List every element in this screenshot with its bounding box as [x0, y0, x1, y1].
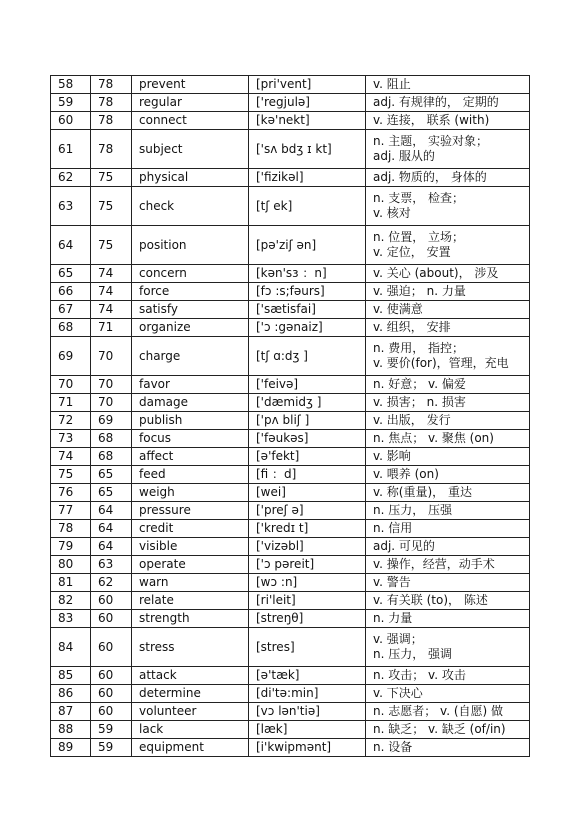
phonetic-cell: ['fəukəs]	[249, 430, 366, 448]
word-cell: determine	[132, 685, 249, 703]
phonetic-cell: [tʃ ɑ:dʒ ]	[249, 337, 366, 376]
row-number-cell: 76	[51, 484, 91, 502]
definition-line: v. 操作，经营，动手术	[373, 557, 495, 571]
definition-cell	[366, 319, 530, 337]
phonetic-cell: ['kredɪ t]	[249, 520, 366, 538]
frequency-cell: 70	[91, 376, 132, 394]
definition-line: n. 缺乏； v. 缺乏 (of/in)	[373, 722, 506, 736]
table-row	[51, 226, 530, 265]
word-cell: position	[132, 226, 249, 265]
definition-cell	[366, 283, 530, 301]
row-number-cell: 70	[51, 376, 91, 394]
word-cell: attack	[132, 667, 249, 685]
definition-cell	[366, 376, 530, 394]
frequency-cell: 64	[91, 520, 132, 538]
phonetic-cell: ['pʌ bliʃ ]	[249, 412, 366, 430]
definition-cell	[366, 448, 530, 466]
frequency-cell: 78	[91, 76, 132, 94]
definition-cell	[366, 721, 530, 739]
phonetic-cell: ['sætisfai]	[249, 301, 366, 319]
word-cell: prevent	[132, 76, 249, 94]
word-cell: physical	[132, 169, 249, 187]
definition-cell	[366, 610, 530, 628]
phonetic-cell: [i'kwipmənt]	[249, 739, 366, 757]
frequency-cell: 60	[91, 610, 132, 628]
frequency-cell: 59	[91, 739, 132, 757]
definition-cell	[366, 412, 530, 430]
table-row	[51, 628, 530, 667]
definition-line: n. 志愿者； v. (自愿) 做	[373, 704, 504, 718]
word-cell: feed	[132, 466, 249, 484]
frequency-cell: 70	[91, 394, 132, 412]
definition-line: n. 费用， 指控；	[373, 341, 465, 355]
row-number-cell: 63	[51, 187, 91, 226]
frequency-cell: 74	[91, 301, 132, 319]
word-cell: regular	[132, 94, 249, 112]
table-row	[51, 685, 530, 703]
definition-line: v. 使满意	[373, 302, 423, 316]
row-number-cell: 62	[51, 169, 91, 187]
table-row	[51, 556, 530, 574]
table-row	[51, 265, 530, 283]
table-row	[51, 94, 530, 112]
row-number-cell: 67	[51, 301, 91, 319]
phonetic-cell: ['fizikəl]	[249, 169, 366, 187]
word-cell: damage	[132, 394, 249, 412]
definition-line: v. 强迫； n. 力量	[373, 284, 466, 298]
definition-line: n. 好意； v. 偏爱	[373, 377, 466, 391]
row-number-cell: 65	[51, 265, 91, 283]
word-cell: visible	[132, 538, 249, 556]
definition-cell	[366, 394, 530, 412]
row-number-cell: 66	[51, 283, 91, 301]
frequency-cell: 60	[91, 628, 132, 667]
definition-cell	[366, 112, 530, 130]
definition-line: v. 损害； n. 损害	[373, 395, 466, 409]
phonetic-cell: ['vizəbl]	[249, 538, 366, 556]
phonetic-cell: [vɔ lən'tiə]	[249, 703, 366, 721]
row-number-cell: 85	[51, 667, 91, 685]
definition-cell	[366, 94, 530, 112]
table-row	[51, 721, 530, 739]
definition-cell	[366, 592, 530, 610]
definition-cell	[366, 76, 530, 94]
word-cell: subject	[132, 130, 249, 169]
word-cell: check	[132, 187, 249, 226]
definition-cell	[366, 739, 530, 757]
word-cell: volunteer	[132, 703, 249, 721]
row-number-cell: 72	[51, 412, 91, 430]
phonetic-cell: [pri'vent]	[249, 76, 366, 94]
row-number-cell: 82	[51, 592, 91, 610]
definition-cell	[366, 703, 530, 721]
definition-cell	[366, 628, 530, 667]
definition-cell	[366, 685, 530, 703]
definition-cell	[366, 430, 530, 448]
frequency-cell: 75	[91, 226, 132, 265]
definition-cell	[366, 187, 530, 226]
table-row	[51, 466, 530, 484]
definition-line: n. 压力， 强调	[373, 647, 453, 661]
table-row	[51, 319, 530, 337]
definition-cell	[366, 169, 530, 187]
table-row	[51, 112, 530, 130]
definition-line: v. 称(重量)， 重达	[373, 485, 472, 499]
table-row	[51, 301, 530, 319]
row-number-cell: 58	[51, 76, 91, 94]
frequency-cell: 60	[91, 667, 132, 685]
row-number-cell: 64	[51, 226, 91, 265]
word-cell: organize	[132, 319, 249, 337]
phonetic-cell: ['sʌ bdʒ ɪ kt]	[249, 130, 366, 169]
frequency-cell: 69	[91, 412, 132, 430]
table-row	[51, 337, 530, 376]
definition-cell	[366, 538, 530, 556]
definition-line: v. 下决心	[373, 686, 423, 700]
phonetic-cell: [fi ：d]	[249, 466, 366, 484]
table-row	[51, 412, 530, 430]
phonetic-cell: [pə'ziʃ ən]	[249, 226, 366, 265]
table-row	[51, 430, 530, 448]
phonetic-cell: [wei]	[249, 484, 366, 502]
frequency-cell: 71	[91, 319, 132, 337]
phonetic-cell: ['regjulə]	[249, 94, 366, 112]
word-cell: focus	[132, 430, 249, 448]
definition-cell	[366, 337, 530, 376]
table-row	[51, 448, 530, 466]
definition-cell	[366, 502, 530, 520]
word-cell: credit	[132, 520, 249, 538]
definition-cell	[366, 265, 530, 283]
row-number-cell: 83	[51, 610, 91, 628]
frequency-cell: 60	[91, 592, 132, 610]
row-number-cell: 71	[51, 394, 91, 412]
word-cell: affect	[132, 448, 249, 466]
frequency-cell: 74	[91, 265, 132, 283]
frequency-cell: 65	[91, 466, 132, 484]
phonetic-cell: ['dæmidʒ ]	[249, 394, 366, 412]
phonetic-cell: [ri'leit]	[249, 592, 366, 610]
row-number-cell: 78	[51, 520, 91, 538]
phonetic-cell: [ə'fekt]	[249, 448, 366, 466]
definition-line: v. 强调；	[373, 632, 423, 646]
definition-line: v. 喂养 (on)	[373, 467, 439, 481]
phonetic-cell: [ə'tæk]	[249, 667, 366, 685]
row-number-cell: 81	[51, 574, 91, 592]
row-number-cell: 74	[51, 448, 91, 466]
definition-line: n. 压力， 压强	[373, 503, 453, 517]
vocabulary-table	[50, 75, 530, 757]
word-cell: weigh	[132, 484, 249, 502]
frequency-cell: 68	[91, 430, 132, 448]
definition-cell	[366, 520, 530, 538]
phonetic-cell: [læk]	[249, 721, 366, 739]
row-number-cell: 88	[51, 721, 91, 739]
frequency-cell: 78	[91, 94, 132, 112]
definition-line: v. 连接， 联系 (with)	[373, 113, 490, 127]
table-row	[51, 76, 530, 94]
frequency-cell: 78	[91, 130, 132, 169]
table-row	[51, 376, 530, 394]
phonetic-cell: ['preʃ ə]	[249, 502, 366, 520]
frequency-cell: 74	[91, 283, 132, 301]
definition-line: v. 警告	[373, 575, 411, 589]
frequency-cell: 64	[91, 502, 132, 520]
word-cell: publish	[132, 412, 249, 430]
word-cell: force	[132, 283, 249, 301]
frequency-cell: 78	[91, 112, 132, 130]
table-row	[51, 484, 530, 502]
definition-cell	[366, 484, 530, 502]
word-cell: favor	[132, 376, 249, 394]
row-number-cell: 77	[51, 502, 91, 520]
frequency-cell: 62	[91, 574, 132, 592]
table-row	[51, 703, 530, 721]
phonetic-cell: ['ɔ :gənaiz]	[249, 319, 366, 337]
row-number-cell: 86	[51, 685, 91, 703]
word-cell: concern	[132, 265, 249, 283]
table-row	[51, 610, 530, 628]
definition-line: adj. 有规律的， 定期的	[373, 95, 499, 109]
table-row	[51, 130, 530, 169]
frequency-cell: 64	[91, 538, 132, 556]
table-row	[51, 502, 530, 520]
frequency-cell: 60	[91, 685, 132, 703]
table-row	[51, 739, 530, 757]
definition-line: n. 设备	[373, 740, 413, 754]
row-number-cell: 75	[51, 466, 91, 484]
frequency-cell: 75	[91, 187, 132, 226]
definition-line: adj. 可见的	[373, 539, 435, 553]
phonetic-cell: [wɔ :n]	[249, 574, 366, 592]
definition-line: n. 攻击； v. 攻击	[373, 668, 466, 682]
definition-cell	[366, 574, 530, 592]
definition-line: v. 出版， 发行	[373, 413, 451, 427]
definition-line: v. 有关联 (to)， 陈述	[373, 593, 488, 607]
definition-line: v. 核对	[373, 206, 411, 220]
table-row	[51, 667, 530, 685]
word-cell: stress	[132, 628, 249, 667]
row-number-cell: 69	[51, 337, 91, 376]
table-row	[51, 520, 530, 538]
definition-line: n. 焦点； v. 聚焦 (on)	[373, 431, 494, 445]
table-row	[51, 574, 530, 592]
word-cell: satisfy	[132, 301, 249, 319]
definition-line: v. 阻止	[373, 77, 411, 91]
row-number-cell: 87	[51, 703, 91, 721]
row-number-cell: 59	[51, 94, 91, 112]
definition-line: n. 位置， 立场；	[373, 230, 465, 244]
definition-cell	[366, 556, 530, 574]
frequency-cell: 65	[91, 484, 132, 502]
word-cell: charge	[132, 337, 249, 376]
word-cell: lack	[132, 721, 249, 739]
table-row	[51, 394, 530, 412]
row-number-cell: 79	[51, 538, 91, 556]
definition-line: v. 要价(for)，管理，充电	[373, 356, 509, 370]
row-number-cell: 60	[51, 112, 91, 130]
definition-cell	[366, 466, 530, 484]
word-cell: relate	[132, 592, 249, 610]
definition-line: n. 主题， 实验对象；	[373, 134, 489, 148]
row-number-cell: 61	[51, 130, 91, 169]
word-cell: equipment	[132, 739, 249, 757]
word-cell: connect	[132, 112, 249, 130]
definition-line: n. 信用	[373, 521, 413, 535]
definition-line: n. 力量	[373, 611, 413, 625]
definition-line: v. 定位， 安置	[373, 245, 451, 259]
row-number-cell: 80	[51, 556, 91, 574]
vocabulary-table-body	[51, 76, 530, 757]
frequency-cell: 70	[91, 337, 132, 376]
word-cell: pressure	[132, 502, 249, 520]
phonetic-cell: [tʃ ek]	[249, 187, 366, 226]
definition-line: adj. 物质的， 身体的	[373, 170, 487, 184]
definition-line: v. 影响	[373, 449, 411, 463]
definition-cell	[366, 130, 530, 169]
phonetic-cell: [fɔ :s;fəurs]	[249, 283, 366, 301]
table-row	[51, 283, 530, 301]
row-number-cell: 73	[51, 430, 91, 448]
phonetic-cell: [kə'nekt]	[249, 112, 366, 130]
row-number-cell: 89	[51, 739, 91, 757]
frequency-cell: 68	[91, 448, 132, 466]
table-row	[51, 538, 530, 556]
phonetic-cell: [di'tə:min]	[249, 685, 366, 703]
definition-line: n. 支票， 检查；	[373, 191, 465, 205]
frequency-cell: 63	[91, 556, 132, 574]
definition-line: v. 关心 (about)， 涉及	[373, 266, 499, 280]
phonetic-cell: [kən'sɜ ：n]	[249, 265, 366, 283]
definition-line: adj. 服从的	[373, 149, 435, 163]
definition-cell	[366, 667, 530, 685]
frequency-cell: 59	[91, 721, 132, 739]
phonetic-cell: ['feivə]	[249, 376, 366, 394]
word-cell: operate	[132, 556, 249, 574]
row-number-cell: 68	[51, 319, 91, 337]
phonetic-cell: [streŋθ]	[249, 610, 366, 628]
row-number-cell: 84	[51, 628, 91, 667]
table-row	[51, 169, 530, 187]
word-cell: strength	[132, 610, 249, 628]
table-row	[51, 187, 530, 226]
table-row	[51, 592, 530, 610]
frequency-cell: 60	[91, 703, 132, 721]
definition-cell	[366, 301, 530, 319]
phonetic-cell: ['ɔ pəreit]	[249, 556, 366, 574]
definition-cell	[366, 226, 530, 265]
phonetic-cell: [stres]	[249, 628, 366, 667]
word-cell: warn	[132, 574, 249, 592]
definition-line: v. 组织， 安排	[373, 320, 451, 334]
frequency-cell: 75	[91, 169, 132, 187]
